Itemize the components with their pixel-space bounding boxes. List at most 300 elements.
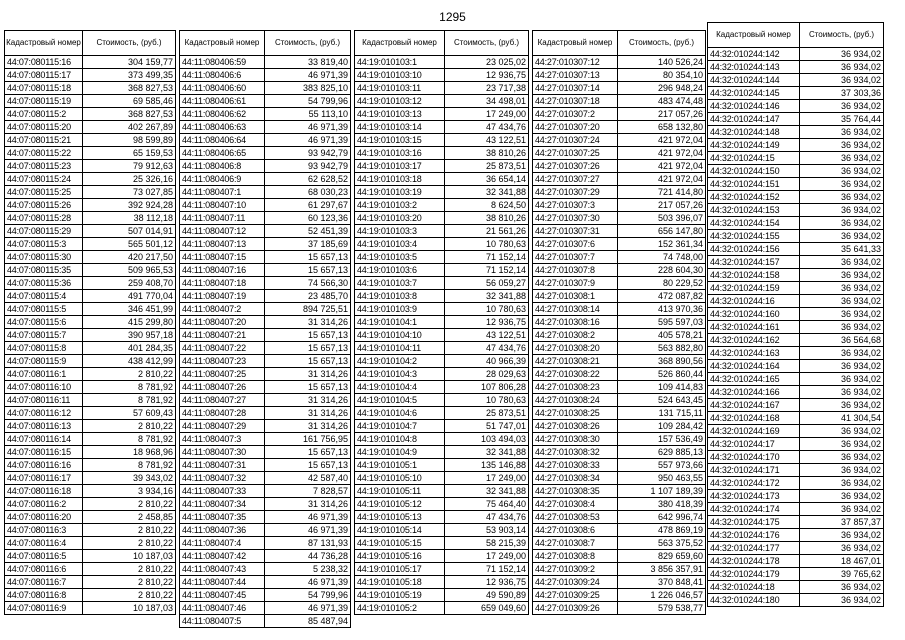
table-row — [5, 329, 176, 342]
cadastral-number: 44:07:080115:2 — [5, 108, 83, 121]
table-row — [5, 433, 176, 446]
table-row — [5, 407, 176, 420]
table-row — [180, 69, 351, 82]
table-row — [708, 243, 884, 256]
table-row — [533, 433, 706, 446]
table-row — [708, 490, 884, 503]
table-row — [355, 316, 529, 329]
table-row — [355, 108, 529, 121]
cost-value: 17 249,00 — [445, 108, 529, 121]
cost-value: 18 968,96 — [83, 446, 176, 459]
cadastral-number: 44:07:080115:5 — [5, 303, 83, 316]
cadastral-number: 44:19:010105:15 — [355, 537, 445, 550]
cost-value: 36 934,02 — [800, 256, 884, 269]
table-row — [533, 199, 706, 212]
cadastral-number: 44:19:010103:13 — [355, 108, 445, 121]
cadastral-number: 44:27:010307:29 — [533, 186, 618, 199]
cadastral-number: 44:11:080407:15 — [180, 251, 265, 264]
cadastral-number: 44:11:080407:44 — [180, 576, 265, 589]
cadastral-number: 44:19:010105:1 — [355, 459, 445, 472]
table-row — [533, 277, 706, 290]
cadastral-number: 44:11:080407:1 — [180, 186, 265, 199]
table-row — [708, 308, 884, 321]
cost-value: 46 971,39 — [265, 602, 351, 615]
table-row — [180, 160, 351, 173]
cadastral-number: 44:27:010307:7 — [533, 251, 618, 264]
cadastral-number: 44:11:080407:27 — [180, 394, 265, 407]
cadastral-number: 44:27:010308:6 — [533, 524, 618, 537]
table-row — [355, 394, 529, 407]
table-row — [5, 446, 176, 459]
cost-value: 68 030,23 — [265, 186, 351, 199]
table-row — [180, 602, 351, 615]
cadastral-number: 44:27:010308:20 — [533, 342, 618, 355]
cadastral-number: 44:27:010309:25 — [533, 589, 618, 602]
cadastral-number: 44:19:010105:10 — [355, 472, 445, 485]
table-row — [355, 563, 529, 576]
cadastral-number: 44:27:010308:23 — [533, 381, 618, 394]
table-row — [355, 446, 529, 459]
table-row — [5, 147, 176, 160]
cadastral-number: 44:07:080115:9 — [5, 355, 83, 368]
cost-value: 563 882,80 — [618, 342, 706, 355]
table-row — [180, 251, 351, 264]
cadastral-number: 44:32:010244:172 — [708, 477, 800, 490]
cost-value: 34 498,01 — [445, 95, 529, 108]
cost-value: 346 451,99 — [83, 303, 176, 316]
table-row — [708, 425, 884, 438]
table-row — [355, 368, 529, 381]
table-row — [533, 303, 706, 316]
cadastral-number: 44:19:010104:1 — [355, 316, 445, 329]
cadastral-number: 44:07:080116:4 — [5, 537, 83, 550]
table-row — [355, 576, 529, 589]
table-row — [708, 152, 884, 165]
cost-value: 33 819,40 — [265, 56, 351, 69]
cost-value: 54 799,96 — [265, 95, 351, 108]
cadastral-number: 44:32:010244:143 — [708, 61, 800, 74]
cost-value: 483 474,48 — [618, 95, 706, 108]
cost-value: 28 029,63 — [445, 368, 529, 381]
table-row — [533, 108, 706, 121]
table-row — [533, 472, 706, 485]
header-cost: Стоимость, (руб.) — [618, 31, 706, 56]
cadastral-number: 44:19:010103:4 — [355, 238, 445, 251]
table-row — [5, 69, 176, 82]
cadastral-number: 44:19:010104:7 — [355, 420, 445, 433]
cadastral-number: 44:07:080116:11 — [5, 394, 83, 407]
cost-value: 46 971,39 — [265, 524, 351, 537]
table-row — [708, 347, 884, 360]
cost-value: 36 934,02 — [800, 477, 884, 490]
cost-value: 36 934,02 — [800, 360, 884, 373]
cost-value: 380 418,39 — [618, 498, 706, 511]
cost-value: 39 765,62 — [800, 568, 884, 581]
cost-value: 36 934,02 — [800, 581, 884, 594]
cost-value: 36 934,02 — [800, 529, 884, 542]
table-row — [708, 74, 884, 87]
table-row — [355, 602, 529, 615]
table-row — [5, 355, 176, 368]
cadastral-number: 44:07:080116:8 — [5, 589, 83, 602]
cost-value: 10 187,03 — [83, 550, 176, 563]
cadastral-number: 44:07:080116:1 — [5, 368, 83, 381]
cadastral-number: 44:27:010309:24 — [533, 576, 618, 589]
cadastral-number: 44:11:080407:16 — [180, 264, 265, 277]
cadastral-number: 44:11:080407:19 — [180, 290, 265, 303]
cost-value: 2 458,85 — [83, 511, 176, 524]
cadastral-number: 44:07:080116:13 — [5, 420, 83, 433]
table-row — [708, 282, 884, 295]
table-row — [180, 108, 351, 121]
table-row — [180, 576, 351, 589]
cost-value: 35 764,44 — [800, 113, 884, 126]
cost-value: 152 361,34 — [618, 238, 706, 251]
table-row — [5, 576, 176, 589]
cadastral-number: 44:11:080407:13 — [180, 238, 265, 251]
cost-value: 3 934,16 — [83, 485, 176, 498]
table-row — [708, 386, 884, 399]
cadastral-number: 44:11:080407:26 — [180, 381, 265, 394]
table-row — [180, 199, 351, 212]
cadastral-number: 44:32:010244:163 — [708, 347, 800, 360]
table-row — [5, 498, 176, 511]
table-row — [355, 459, 529, 472]
table-row — [180, 563, 351, 576]
cost-value: 31 314,26 — [265, 420, 351, 433]
table-row — [5, 381, 176, 394]
cost-value: 37 185,69 — [265, 238, 351, 251]
cost-value: 47 434,76 — [445, 342, 529, 355]
cadastral-number: 44:19:010104:5 — [355, 394, 445, 407]
cadastral-number: 44:07:080116:14 — [5, 433, 83, 446]
table-row — [708, 191, 884, 204]
cost-value: 8 624,50 — [445, 199, 529, 212]
table-row — [180, 56, 351, 69]
cost-value: 80 229,52 — [618, 277, 706, 290]
table-row — [5, 238, 176, 251]
table-row — [5, 251, 176, 264]
table-row — [355, 186, 529, 199]
header-code: Кадастровый номер — [5, 31, 83, 56]
cost-value: 368 890,56 — [618, 355, 706, 368]
table-row — [180, 147, 351, 160]
cadastral-number: 44:19:010104:10 — [355, 329, 445, 342]
cadastral-number: 44:32:010244:154 — [708, 217, 800, 230]
table-row — [708, 61, 884, 74]
cadastral-number: 44:19:010104:6 — [355, 407, 445, 420]
cost-value: 31 314,26 — [265, 407, 351, 420]
cadastral-number: 44:32:010244:169 — [708, 425, 800, 438]
cost-value: 36 934,02 — [800, 217, 884, 230]
cost-value: 71 152,14 — [445, 264, 529, 277]
cadastral-number: 44:32:010244:146 — [708, 100, 800, 113]
cost-value: 894 725,51 — [265, 303, 351, 316]
cadastral-number: 44:27:010308:30 — [533, 433, 618, 446]
cost-value: 421 972,04 — [618, 160, 706, 173]
cadastral-number: 44:27:010308:32 — [533, 446, 618, 459]
cadastral-number: 44:19:010103:7 — [355, 277, 445, 290]
table-row — [180, 589, 351, 602]
table-row — [355, 290, 529, 303]
cost-value: 217 057,26 — [618, 199, 706, 212]
table-row — [355, 433, 529, 446]
table-row — [355, 121, 529, 134]
cost-value: 103 494,03 — [445, 433, 529, 446]
cost-value: 36 934,02 — [800, 126, 884, 139]
header-cost: Стоимость, (руб.) — [800, 23, 884, 48]
table-row — [355, 550, 529, 563]
cost-value: 15 657,13 — [265, 381, 351, 394]
table-row — [180, 342, 351, 355]
cadastral-number: 44:07:080115:20 — [5, 121, 83, 134]
cadastral-number: 44:27:010307:27 — [533, 173, 618, 186]
cost-value: 73 027,85 — [83, 186, 176, 199]
cadastral-number: 44:19:010104:2 — [355, 355, 445, 368]
cost-value: 2 810,22 — [83, 524, 176, 537]
cadastral-number: 44:19:010103:10 — [355, 69, 445, 82]
table-row — [708, 269, 884, 282]
cadastral-number: 44:19:010103:17 — [355, 160, 445, 173]
cost-value: 563 375,52 — [618, 537, 706, 550]
cost-value: 405 578,21 — [618, 329, 706, 342]
cost-value: 71 152,14 — [445, 563, 529, 576]
cost-value: 39 343,02 — [83, 472, 176, 485]
cadastral-number: 44:27:010308:14 — [533, 303, 618, 316]
cadastral-number: 44:27:010307:24 — [533, 134, 618, 147]
cadastral-number: 44:19:010104:3 — [355, 368, 445, 381]
table-row — [5, 550, 176, 563]
cadastral-number: 44:32:010244:170 — [708, 451, 800, 464]
cost-value: 109 414,83 — [618, 381, 706, 394]
table-row — [5, 602, 176, 615]
table-row — [708, 542, 884, 555]
cadastral-number: 44:19:010103:12 — [355, 95, 445, 108]
cost-value: 107 806,28 — [445, 381, 529, 394]
cost-value: 296 948,24 — [618, 82, 706, 95]
cadastral-number: 44:11:080407:23 — [180, 355, 265, 368]
table-row — [180, 511, 351, 524]
cost-value: 10 780,63 — [445, 303, 529, 316]
cadastral-number: 44:07:080116:18 — [5, 485, 83, 498]
cost-value: 2 810,22 — [83, 537, 176, 550]
cadastral-number: 44:19:010103:3 — [355, 225, 445, 238]
cost-value: 950 463,55 — [618, 472, 706, 485]
cadastral-number: 44:11:080407:11 — [180, 212, 265, 225]
cadastral-number: 44:11:080406:59 — [180, 56, 265, 69]
table-row — [708, 178, 884, 191]
cadastral-number: 44:07:080115:8 — [5, 342, 83, 355]
cost-value: 46 971,39 — [265, 134, 351, 147]
table-row — [708, 373, 884, 386]
cadastral-number: 44:07:080115:18 — [5, 82, 83, 95]
table-row — [533, 95, 706, 108]
table-row — [533, 589, 706, 602]
table-row — [533, 459, 706, 472]
cost-value: 43 122,51 — [445, 134, 529, 147]
table-row — [180, 238, 351, 251]
cost-value: 56 059,27 — [445, 277, 529, 290]
cost-value: 36 934,02 — [800, 308, 884, 321]
table-row — [533, 446, 706, 459]
header-code: Кадастровый номер — [355, 31, 445, 56]
cadastral-number: 44:11:080407:4 — [180, 537, 265, 550]
cadastral-number: 44:32:010244:148 — [708, 126, 800, 139]
cadastral-table-5 — [707, 22, 884, 607]
cost-value: 509 965,53 — [83, 264, 176, 277]
cost-value: 658 132,80 — [618, 121, 706, 134]
cadastral-number: 44:11:080407:25 — [180, 368, 265, 381]
cost-value: 524 643,45 — [618, 394, 706, 407]
cadastral-number: 44:32:010244:144 — [708, 74, 800, 87]
cadastral-number: 44:19:010105:13 — [355, 511, 445, 524]
cost-value: 93 942,79 — [265, 160, 351, 173]
table-row — [355, 420, 529, 433]
cost-value: 579 538,77 — [618, 602, 706, 615]
cost-value: 36 934,02 — [800, 490, 884, 503]
table-row — [5, 563, 176, 576]
cost-value: 472 087,82 — [618, 290, 706, 303]
cost-value: 32 341,88 — [445, 290, 529, 303]
cost-value: 438 412,99 — [83, 355, 176, 368]
table-row — [533, 173, 706, 186]
cadastral-number: 44:07:080116:3 — [5, 524, 83, 537]
cadastral-number: 44:07:080116:2 — [5, 498, 83, 511]
table-row — [355, 472, 529, 485]
cadastral-number: 44:07:080115:7 — [5, 329, 83, 342]
cadastral-number: 44:19:010103:5 — [355, 251, 445, 264]
cadastral-number: 44:19:010103:14 — [355, 121, 445, 134]
cadastral-number: 44:32:010244:164 — [708, 360, 800, 373]
table-row — [355, 589, 529, 602]
table-row — [355, 160, 529, 173]
table-row — [5, 524, 176, 537]
table-row — [708, 412, 884, 425]
cadastral-number: 44:11:080406:8 — [180, 160, 265, 173]
cost-value: 161 756,95 — [265, 433, 351, 446]
cost-value: 36 934,02 — [800, 542, 884, 555]
cadastral-number: 44:07:080115:22 — [5, 147, 83, 160]
cadastral-number: 44:19:010103:9 — [355, 303, 445, 316]
cost-value: 23 717,38 — [445, 82, 529, 95]
cost-value: 8 781,92 — [83, 433, 176, 446]
cadastral-number: 44:07:080115:24 — [5, 173, 83, 186]
table-row — [5, 212, 176, 225]
cadastral-number: 44:11:080406:62 — [180, 108, 265, 121]
table-row — [180, 212, 351, 225]
table-row — [708, 360, 884, 373]
cadastral-number: 44:11:080407:10 — [180, 199, 265, 212]
cost-value: 15 657,13 — [265, 264, 351, 277]
cadastral-number: 44:27:010307:20 — [533, 121, 618, 134]
table-row — [180, 121, 351, 134]
table-row — [533, 160, 706, 173]
cost-value: 46 971,39 — [265, 69, 351, 82]
cadastral-number: 44:07:080116:9 — [5, 602, 83, 615]
table-row — [5, 264, 176, 277]
table-row — [180, 82, 351, 95]
cost-value: 829 659,60 — [618, 550, 706, 563]
table-row — [180, 264, 351, 277]
cost-value: 259 408,70 — [83, 277, 176, 290]
table-row — [708, 529, 884, 542]
table-row — [533, 290, 706, 303]
cost-value: 36 934,02 — [800, 165, 884, 178]
table-row — [5, 186, 176, 199]
cost-value: 2 810,22 — [83, 576, 176, 589]
cadastral-number: 44:11:080407:20 — [180, 316, 265, 329]
table-row — [533, 82, 706, 95]
cadastral-number: 44:11:080406:65 — [180, 147, 265, 160]
cadastral-number: 44:19:010103:16 — [355, 147, 445, 160]
table-row — [180, 277, 351, 290]
cadastral-number: 44:11:080407:33 — [180, 485, 265, 498]
table-row — [708, 139, 884, 152]
cadastral-number: 44:11:080407:30 — [180, 446, 265, 459]
cadastral-number: 44:07:080116:17 — [5, 472, 83, 485]
cost-value: 46 971,39 — [265, 511, 351, 524]
cadastral-number: 44:32:010244:159 — [708, 282, 800, 295]
table-row — [533, 498, 706, 511]
cost-value: 421 972,04 — [618, 134, 706, 147]
cadastral-number: 44:11:080407:28 — [180, 407, 265, 420]
cadastral-number: 44:19:010103:15 — [355, 134, 445, 147]
cost-value: 36 934,02 — [800, 269, 884, 282]
table-row — [708, 295, 884, 308]
cadastral-number: 44:11:080407:43 — [180, 563, 265, 576]
cost-value: 75 464,40 — [445, 498, 529, 511]
cost-value: 10 780,63 — [445, 394, 529, 407]
cost-value: 37 857,37 — [800, 516, 884, 529]
table-row — [355, 212, 529, 225]
cost-value: 23 485,70 — [265, 290, 351, 303]
cost-value: 40 966,39 — [445, 355, 529, 368]
cadastral-number: 44:27:010308:53 — [533, 511, 618, 524]
cost-value: 32 341,88 — [445, 446, 529, 459]
table-row — [533, 134, 706, 147]
cost-value: 44 736,28 — [265, 550, 351, 563]
cost-value: 217 057,26 — [618, 108, 706, 121]
table-row — [533, 381, 706, 394]
cadastral-number: 44:27:010308:25 — [533, 407, 618, 420]
cost-value: 37 303,36 — [800, 87, 884, 100]
cost-value: 491 770,04 — [83, 290, 176, 303]
cost-value: 390 957,18 — [83, 329, 176, 342]
cost-value: 140 526,24 — [618, 56, 706, 69]
header-cost: Стоимость, (руб.) — [83, 31, 176, 56]
table-row — [180, 407, 351, 420]
cost-value: 32 341,88 — [445, 186, 529, 199]
cadastral-number: 44:07:080115:4 — [5, 290, 83, 303]
cost-value: 57 609,43 — [83, 407, 176, 420]
cadastral-number: 44:11:080407:5 — [180, 615, 265, 628]
cost-value: 368 827,53 — [83, 108, 176, 121]
table-row — [355, 238, 529, 251]
cost-value: 62 628,52 — [265, 173, 351, 186]
table-row — [355, 264, 529, 277]
table-row — [533, 316, 706, 329]
cost-value: 35 641,33 — [800, 243, 884, 256]
table-row — [180, 355, 351, 368]
cadastral-number: 44:11:080407:3 — [180, 433, 265, 446]
cost-value: 721 414,80 — [618, 186, 706, 199]
cadastral-number: 44:19:010104:4 — [355, 381, 445, 394]
cost-value: 402 267,89 — [83, 121, 176, 134]
cost-value: 47 434,76 — [445, 511, 529, 524]
cadastral-number: 44:11:080407:42 — [180, 550, 265, 563]
table-row — [355, 134, 529, 147]
cost-value: 15 657,13 — [265, 329, 351, 342]
